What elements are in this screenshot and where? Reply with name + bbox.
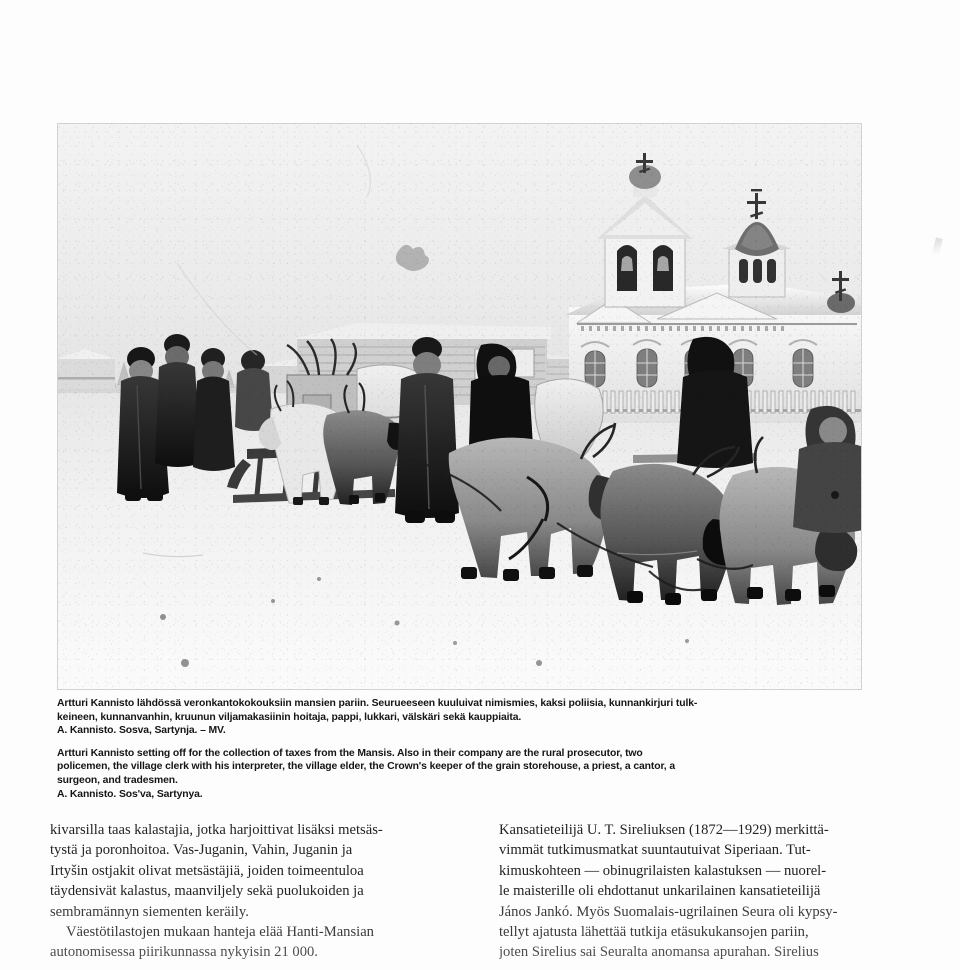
caption-english-line3: surgeon, and tradesmen. <box>57 774 178 786</box>
cross-bar <box>636 160 653 163</box>
caption-english-credit: A. Kannisto. Sos'va, Sartynya. <box>57 788 203 800</box>
caption-english-line1: Artturi Kannisto setting off for the collection of taxes from the Mansis. Also in their company are the rural prosecutor, two <box>57 747 643 759</box>
caption-finnish-line1: Artturi Kannisto lähdössä veronkantokokouksiin mansien pariin. Seurueeseen kuuluivat nimismies, kaksi poliisia, kunnankirjuri tulk- <box>57 698 698 709</box>
left-p1-l4: täydensivät kalastus, maanviljely sekä puolukoiden ja <box>50 883 364 900</box>
left-p1-l1: kivarsilla taas kalastajia, jotka harjoittivat lisäksi metsäs- <box>50 822 383 838</box>
caption-finnish <box>57 697 857 738</box>
left-p1-l3: Irtyšin ostjakit olivat metsästäjiä, joiden toimeentuloa <box>50 862 364 879</box>
caption-finnish-credit: A. Kannisto. Sosva, Sartynja. – MV. <box>57 725 226 737</box>
right-p1-l5: János Jankó. Myös Suomalais-ugrilainen Seura oli kypsy- <box>499 903 838 920</box>
scan-speck <box>932 237 943 254</box>
photograph-illustration <box>57 123 862 690</box>
right-p1-l4: le maisterille oli ehdottanut unkarilainen kansatieteilijä <box>499 883 821 900</box>
caption-spacer <box>57 738 857 747</box>
photo-caption <box>57 697 857 801</box>
historical-photograph <box>57 123 862 690</box>
left-p2-l1: Väestötilastojen mukaan hanteja elää Hanti-Mansian <box>66 924 374 941</box>
body-columns <box>50 820 912 970</box>
body-column-right <box>499 820 912 970</box>
body-column-left <box>50 820 463 970</box>
left-p2-l2: autonomisessa piirikunnassa nykyisin 21 000. <box>50 944 318 961</box>
right-p1-l6: tellyt ajatusta lähettää tutkija etäsukukansojen pariin, <box>499 924 809 941</box>
left-p1-l2: tystä ja poronhoitoa. Vas-Juganin, Vahin, Juganin ja <box>50 842 353 859</box>
caption-finnish-line2: keineen, kunnanvanhin, kruunun viljamakasiinin hoitaja, pappi, lukkari, välskäri sekä kauppiaita. <box>57 711 522 723</box>
caption-english <box>57 747 857 801</box>
right-p1-l2: vimmät tutkimusmatkat suuntautuivat Siperiaan. Tut- <box>499 842 811 859</box>
right-p1-l7: joten Sirelius sai Seuralta anomansa apurahan. Sirelius <box>499 944 819 961</box>
caption-english-line2: policemen, the village clerk with his interpreter, the village elder, the Crown's keeper of the grain storehouse, a priest, a cantor, a <box>57 761 675 773</box>
right-p1-l1: Kansatieteilijä U. T. Sireliuksen (1872—1929) merkittä- <box>499 822 829 838</box>
left-p1-l5: sembramännyn siementen keräily. <box>50 903 249 920</box>
right-p1-l3: kimuskohteen — obinugrilaisten kalastuksen — nuorel- <box>499 862 827 879</box>
